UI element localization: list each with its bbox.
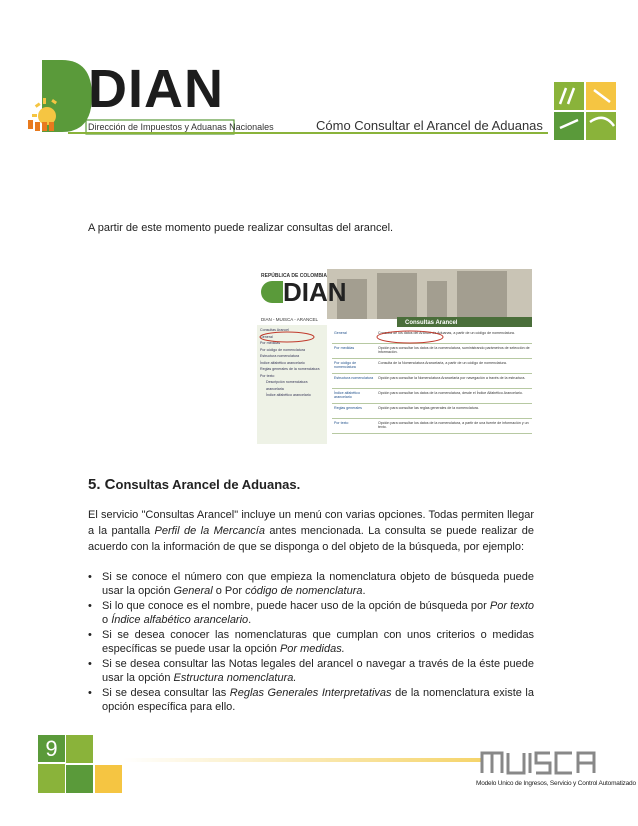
bullet-marker: •	[88, 600, 92, 612]
section-title-text: onsultas Arancel de Aduanas.	[115, 477, 301, 492]
screenshot-row-desc: Consulta de los datos del Arancel de Aduanas, a partir de un código de nomenclatura.	[378, 331, 515, 335]
org-logo-text: DIAN	[88, 59, 224, 119]
screenshot-row-label[interactable]: Índice alfabético arancelario	[334, 391, 360, 400]
bullet-italic: General	[173, 585, 213, 597]
screenshot-menu-item[interactable]: Índice alfabético arancelario	[266, 393, 311, 397]
screenshot-row-label[interactable]: Estructura nomenclatura	[334, 376, 374, 380]
bullet-item	[88, 570, 534, 598]
paragraph-italic: Perfil de la Mercancía	[154, 525, 265, 537]
footer-band	[122, 758, 482, 762]
bullet-item	[88, 628, 534, 656]
body-paragraph	[88, 507, 534, 555]
bullet-text: Si se desea conocer las nomenclaturas que cumplan con unos criterios o medidas específicas se puede usar la opción	[102, 629, 534, 655]
section-title	[88, 476, 300, 493]
screenshot-menu-item[interactable]: Por medidas	[260, 341, 281, 345]
bullet-text: Si lo que conoce es el nombre, puede hacer uso de la opción de búsqueda por	[102, 600, 490, 612]
bullet-italic: código de nomenclatura	[245, 585, 363, 597]
screenshot-row-desc: Opción para consultar las reglas generales de la nomenclatura.	[378, 406, 479, 410]
screenshot-row-desc: Opción para consultar los datos de la nomenclatura, desde el Índice Alfabético Arancelario.	[378, 391, 523, 395]
bullet-text: Si se desea consultar las	[102, 687, 230, 699]
bullet-italic: Reglas Generales Interpretativas	[229, 687, 392, 699]
bullet-marker: •	[88, 658, 92, 670]
screenshot-row-label[interactable]: General	[334, 331, 347, 335]
screenshot-breadcrumb: DIAN - MUISCA - ARANCEL	[261, 317, 319, 322]
muisca-subtitle: Modelo Unico de Ingresos, Servicio y Control Automatizado	[476, 780, 636, 787]
screenshot-menu-item[interactable]: Índice alfabético arancelario	[260, 360, 305, 365]
screenshot-menu-item[interactable]: Estructura nomenclatura	[260, 354, 300, 358]
screenshot-table-row	[332, 419, 532, 434]
muisca-logo	[480, 749, 612, 775]
screenshot-republic: REPÚBLICA DE COLOMBIA	[261, 273, 327, 279]
screenshot-table-row	[332, 374, 532, 389]
bullet-italic: Estructura nomenclatura.	[173, 672, 297, 684]
screenshot-table-row	[332, 404, 532, 419]
highlight-circle-icon	[257, 329, 317, 345]
section-number: 5. C	[88, 476, 116, 493]
screenshot-table-row	[332, 359, 532, 374]
screenshot-menu-item[interactable]: Por código de nomenclatura	[260, 347, 305, 352]
bullet-item	[88, 686, 534, 714]
embedded-screenshot	[257, 269, 532, 444]
bullet-text: de la nomenclatura existe la opción específica para ello.	[102, 687, 534, 713]
bullet-italic: Por medidas.	[279, 643, 345, 655]
screenshot-logo-icon	[261, 281, 283, 303]
bullet-italic: Por texto	[489, 600, 534, 612]
bullet-marker: •	[88, 571, 92, 583]
bullet-text: .	[248, 614, 252, 626]
screenshot-menu-item[interactable]: Descripción nomenclatura arancelaria	[266, 380, 308, 391]
bullet-italic: Índice alfabético arancelario	[111, 614, 249, 626]
bullet-text: o Por	[212, 585, 246, 597]
bullet-text: Si se conoce el número con que empieza la nomenclatura objeto de búsqueda puede usar la opción	[102, 571, 534, 597]
intro-text: A partir de este momento puede realizar consultas del arancel.	[88, 222, 394, 234]
corner-emblem-icon	[554, 82, 624, 140]
paragraph-text: El servicio "Consultas Arancel" incluye un menú con varias opciones. Todas permiten llegar a la pantalla	[88, 509, 534, 537]
footer-block	[38, 764, 65, 793]
bullet-marker: •	[88, 629, 92, 641]
screenshot-menu-item[interactable]: Consultas Arancel	[260, 328, 289, 332]
bullet-marker: •	[88, 687, 92, 699]
screenshot-banner: Consultas Arancel	[405, 320, 458, 326]
screenshot-row-desc: Consulta de la Nomenclatura Arancelaria, a partir de un código de nomenclatura.	[378, 361, 507, 365]
footer-grid-decoration	[66, 735, 122, 793]
bullet-item	[88, 657, 534, 685]
screenshot-row-desc: Opción para consultar los datos de la nomenclatura, suministrando parámetros de selección de información.	[378, 346, 530, 355]
bullet-text: .	[362, 585, 366, 597]
screenshot-menu-item[interactable]: General	[260, 334, 273, 339]
screenshot-row-desc: Opción para consultar la Nomenclatura Arancelaria por navegación a través de la estructura.	[378, 376, 526, 380]
bullet-item	[88, 599, 534, 627]
bullet-list	[88, 570, 534, 715]
document-title: Cómo Consultar el Arancel de Aduanas	[316, 118, 543, 133]
screenshot-row-label[interactable]: Reglas generales	[334, 406, 362, 410]
screenshot-row-label[interactable]: Por texto	[334, 421, 349, 425]
screenshot-table-row	[332, 389, 532, 404]
screenshot-row-desc: Opción para consultar los datos de la nomenclatura, a partir de una fuente de información y un texto.	[378, 421, 529, 430]
org-subtitle: Dirección de Impuestos y Aduanas Nacionales	[88, 122, 274, 132]
screenshot-row-label[interactable]: Por medidas	[334, 346, 355, 350]
paragraph-text: antes mencionada. La consulta se puede realizar de acuerdo con la información de que se disponga o del objeto de la búsqueda, por ejemplo:	[88, 525, 535, 553]
screenshot-menu-item[interactable]: Reglas generales de la nomenclatura	[260, 367, 320, 371]
highlight-circle-icon	[375, 329, 445, 345]
screenshot-table-row	[332, 344, 532, 359]
screenshot-menu-item[interactable]: Por texto	[260, 373, 275, 378]
screenshot-row-label[interactable]: Por código de nomenclatura	[334, 361, 357, 370]
bullet-text: Si se desea consultar las Notas legales del arancel o navegar a través de la éste puede usar la opción	[102, 658, 534, 684]
bullet-text: o	[102, 614, 112, 626]
screenshot-logo: DIAN	[283, 277, 347, 307]
page-number: 9	[38, 735, 65, 762]
